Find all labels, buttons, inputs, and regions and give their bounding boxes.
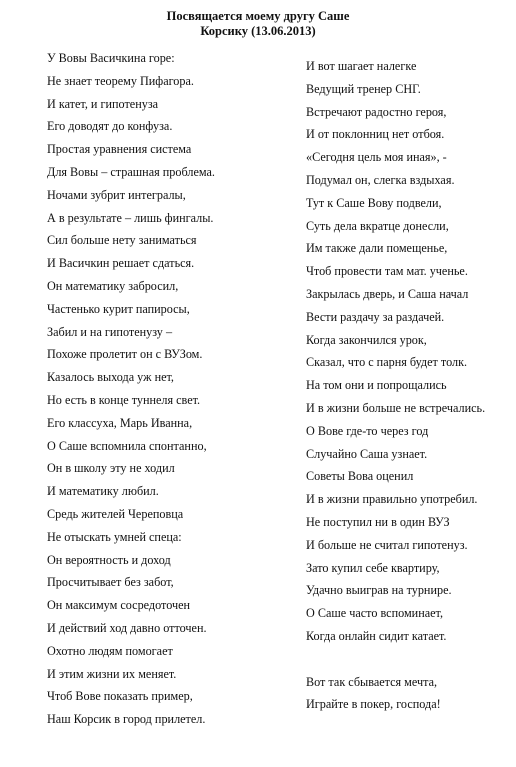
- poem-line: И этим жизни их меняет.: [47, 666, 177, 681]
- poem-line: И больше не считал гипотенуз.: [306, 537, 468, 552]
- poem-line: Его классуха, Марь Иванна,: [47, 415, 193, 430]
- poem-line: Он вероятность и доход: [47, 552, 171, 567]
- poem-line: И Васичкин решает сдаться.: [47, 256, 195, 271]
- poem-line: И вот шагает налегке: [306, 59, 417, 73]
- poem-line: Когда онлайн сидит катает.: [306, 628, 447, 643]
- poem-line: Не поступил ни в один ВУЗ: [306, 514, 450, 529]
- poem-line: Сказал, что с парня будет толк.: [306, 355, 468, 370]
- poem-line: О Саше часто вспоминает,: [306, 606, 443, 621]
- poem-line: Советы Вова оценил: [306, 469, 414, 484]
- poem-line: Зато купил себе квартиру,: [306, 560, 440, 575]
- poem-line: И катет, и гипотенуза: [47, 96, 159, 111]
- poem-line: И в жизни правильно употребил.: [306, 492, 478, 507]
- poem-line: Им также дали помещенье,: [306, 241, 448, 256]
- stanza-gap: [306, 648, 485, 671]
- poem-line: А в результате – лишь фингалы.: [47, 210, 214, 225]
- poem-line: И действий ход давно отточен.: [47, 620, 207, 635]
- poem-line: Подумал он, слегка вздыхая.: [306, 172, 455, 187]
- poem-line: Играйте в покер, господа!: [306, 697, 441, 712]
- poem-line: Он в школу эту не ходил: [47, 461, 175, 476]
- poem-line: Охотно людям помогает: [47, 643, 173, 658]
- poem-right-column: [306, 55, 485, 716]
- poem-line: Чтоб Вове показать пример,: [47, 689, 193, 704]
- poem-line: Наш Корсик в город прилетел.: [47, 712, 206, 727]
- poem-line: Для Вовы – страшная проблема.: [47, 164, 215, 179]
- poem-line: Вот так сбывается мечта,: [306, 674, 438, 689]
- poem-line: Закрылась дверь, и Саша начал: [306, 286, 469, 301]
- poem-line: Ночами зубрит интегралы,: [47, 187, 186, 202]
- poem-line: Но есть в конце туннеля свет.: [47, 392, 201, 407]
- poem-line: Не отыскать умней спеца:: [47, 529, 182, 544]
- poem-line: Ведущий тренер СНГ.: [306, 81, 421, 96]
- poem-line: Не знает теорему Пифагора.: [47, 73, 194, 88]
- poem-line: И в жизни больше не встречались.: [306, 400, 486, 415]
- poem-line: Случайно Саша узнает.: [306, 446, 428, 461]
- poem-line: Он максимум сосредоточен: [47, 598, 191, 613]
- poem-line: У Вовы Васичкина горе:: [47, 51, 175, 65]
- poem-line: Просчитывает без забот,: [47, 575, 174, 590]
- poem-line: Казалось выхода уж нет,: [47, 370, 174, 385]
- title-name-date: Корсику (13.06.2013): [200, 24, 316, 38]
- poem-line: Простая уравнения система: [47, 142, 192, 157]
- poem-line: И от поклонниц нет отбоя.: [306, 127, 445, 142]
- poem-line: Его доводят до конфуза.: [47, 119, 173, 134]
- poem-line: Тут к Саше Вову подвели,: [306, 195, 442, 210]
- poem-line: Вести раздачу за раздачей.: [306, 309, 445, 324]
- poem-line: Когда закончился урок,: [306, 332, 427, 347]
- title-dedication: Посвящается моему другу Саше: [166, 9, 350, 23]
- poem-line: Частенько курит папиросы,: [47, 301, 190, 316]
- poem-line: О Саше вспомнила спонтанно,: [47, 438, 207, 453]
- poem-line: «Сегодня цель моя иная», -: [306, 150, 447, 165]
- poem-line: Похоже пролетит он с ВУЗом.: [47, 347, 203, 362]
- poem-line: Встречают радостно героя,: [306, 104, 447, 119]
- poem-line: Он математику забросил,: [47, 278, 179, 293]
- poem-line: На том они и попрощались: [306, 378, 447, 393]
- poem-line: Сил больше нету заниматься: [47, 233, 197, 248]
- poem-left-column: [47, 47, 215, 731]
- poem-line: Удачно выиграв на турнире.: [306, 583, 452, 598]
- poem-line: Забил и на гипотенузу –: [47, 324, 173, 339]
- poem-line: Суть дела вкратце донесли,: [306, 218, 449, 233]
- poem-line: О Вове где-то через год: [306, 423, 429, 438]
- poem-line: Чтоб провести там мат. ученье.: [306, 264, 468, 279]
- poem-line: Средь жителей Череповца: [47, 506, 184, 521]
- poem-line: И математику любил.: [47, 484, 159, 499]
